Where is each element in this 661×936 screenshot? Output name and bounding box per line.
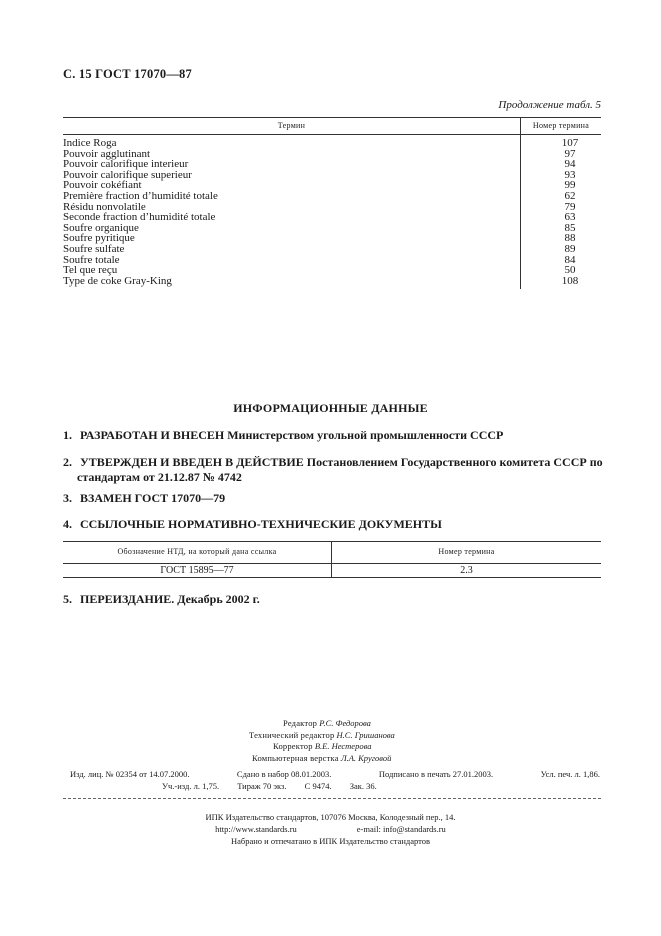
term-cell: Tel que reçu [63,264,118,277]
term-cell: Soufre totale [63,253,120,266]
table-row [63,212,601,223]
term-cell: Soufre sulfate [63,242,125,255]
term-number-cell: 108 [521,276,602,290]
reference-document: ГОСТ 15895—77 [63,564,332,578]
page-header: С. 15 ГОСТ 17070—87 [63,67,192,81]
column-header-term: Термин [63,118,521,135]
credit-tech-editor: Технический редактор Н.С. Гришанова [249,729,395,740]
table-row [63,191,601,202]
edit-sheets-info: Уч.-изд. л. 1,75. [162,781,220,791]
divider [63,798,601,799]
info-item-5: 5. ПЕРЕИЗДАНИЕ. Декабрь 2002 г. [63,592,260,606]
term-number-cell: 62 [521,191,602,202]
table-row [63,244,601,255]
term-number-cell: 93 [521,170,602,181]
term-cell: Soufre pyritique [63,232,135,245]
term-number-cell: 97 [521,149,602,160]
term-cell: Pouvoir agglutinant [63,147,151,160]
publisher-print-note: Набрано и отпечатано в ИПК Издательство стандартов [230,836,431,846]
reference-term-number: 2.3 [332,564,602,578]
info-item-3: 3. ВЗАМЕН ГОСТ 17070—79 [63,491,226,505]
publication-info [70,768,600,792]
term-number-cell: 94 [521,159,602,170]
term-number-cell: 50 [521,265,602,276]
signed-info: Подписано в печать 27.01.2003. [378,769,494,779]
term-number-cell: 63 [521,212,602,223]
term-number-cell: 79 [521,202,602,213]
column-header-term-number: Номер термина [332,542,602,564]
term-cell: Pouvoir calorifique interieur [63,158,189,171]
order-c-info: С 9474. [304,781,332,791]
terms-table-body [63,135,601,290]
publisher-website: http://www.standards.ru [215,824,297,834]
term-cell: Première fraction d’humidité totale [63,189,218,202]
table-continuation-label: Продолжение табл. 5 [498,99,601,111]
term-number-cell: 88 [521,233,602,244]
table-row [63,276,601,290]
term-number-cell: 89 [521,244,602,255]
table-row [63,170,601,181]
terms-table [63,117,601,289]
references-table [63,541,601,578]
term-number-cell: 99 [521,180,602,191]
term-cell: Pouvoir cokéfiant [63,179,142,192]
term-cell: Soufre organique [63,221,139,234]
term-cell: Résidu nonvolatile [63,200,146,213]
print-sheets-info: Усл. печ. л. 1,86. [540,769,600,779]
table-row [63,135,601,149]
term-number-cell: 85 [521,223,602,234]
publisher-email: e-mail: info@standards.ru [356,824,446,834]
term-number-cell: 84 [521,255,602,266]
credit-editor: Редактор Р.С. Федорова [283,718,371,728]
publisher-address: ИПК Издательство стандартов, 107076 Москва, Колодезный пер., 14. [205,812,456,822]
table-row [63,233,601,244]
table-row [63,564,601,578]
credit-layout: Компьютерная верстка Л.А. Круговой [252,752,392,763]
info-section-title: ИНФОРМАЦИОННЫЕ ДАННЫЕ [233,401,428,415]
credits-block [0,718,661,764]
credit-proofreader: Корректор В.Е. Нестерова [273,741,372,751]
license-info: Изд. лиц. № 02354 от 14.07.2000. [70,769,190,779]
term-cell: Seconde fraction d’humidité totale [63,211,216,224]
column-header-document: Обозначение НТД, на который дана ссылка [63,542,332,564]
table-row [63,223,601,234]
info-item-1: 1. РАЗРАБОТАН И ВНЕСЕН Министерством угольной промышленности СССР [63,428,504,442]
order-info: Зак. 36. [349,781,377,791]
term-cell: Type de coke Gray-King [63,274,172,287]
print-run-info: Тираж 70 экз. [237,781,287,791]
table-row [63,255,601,266]
info-item-4: 4. ССЫЛОЧНЫЕ НОРМАТИВНО-ТЕХНИЧЕСКИЕ ДОКУМЕНТЫ [63,517,442,531]
term-cell: Pouvoir calorifique superieur [63,168,192,181]
column-header-number: Номер термина [521,118,602,135]
submitted-info: Сдано в набор 08.01.2003. [236,769,332,779]
info-item-2: 2. УТВЕРЖДЕН И ВВЕДЕН В ДЕЙСТВИЕ Постановлением Государственного комитета СССР по стандартам от 21.12.87 № 4742 [63,455,603,484]
term-cell: Indice Roga [63,137,117,149]
publisher-footer [0,811,661,847]
term-number-cell: 107 [521,135,602,149]
